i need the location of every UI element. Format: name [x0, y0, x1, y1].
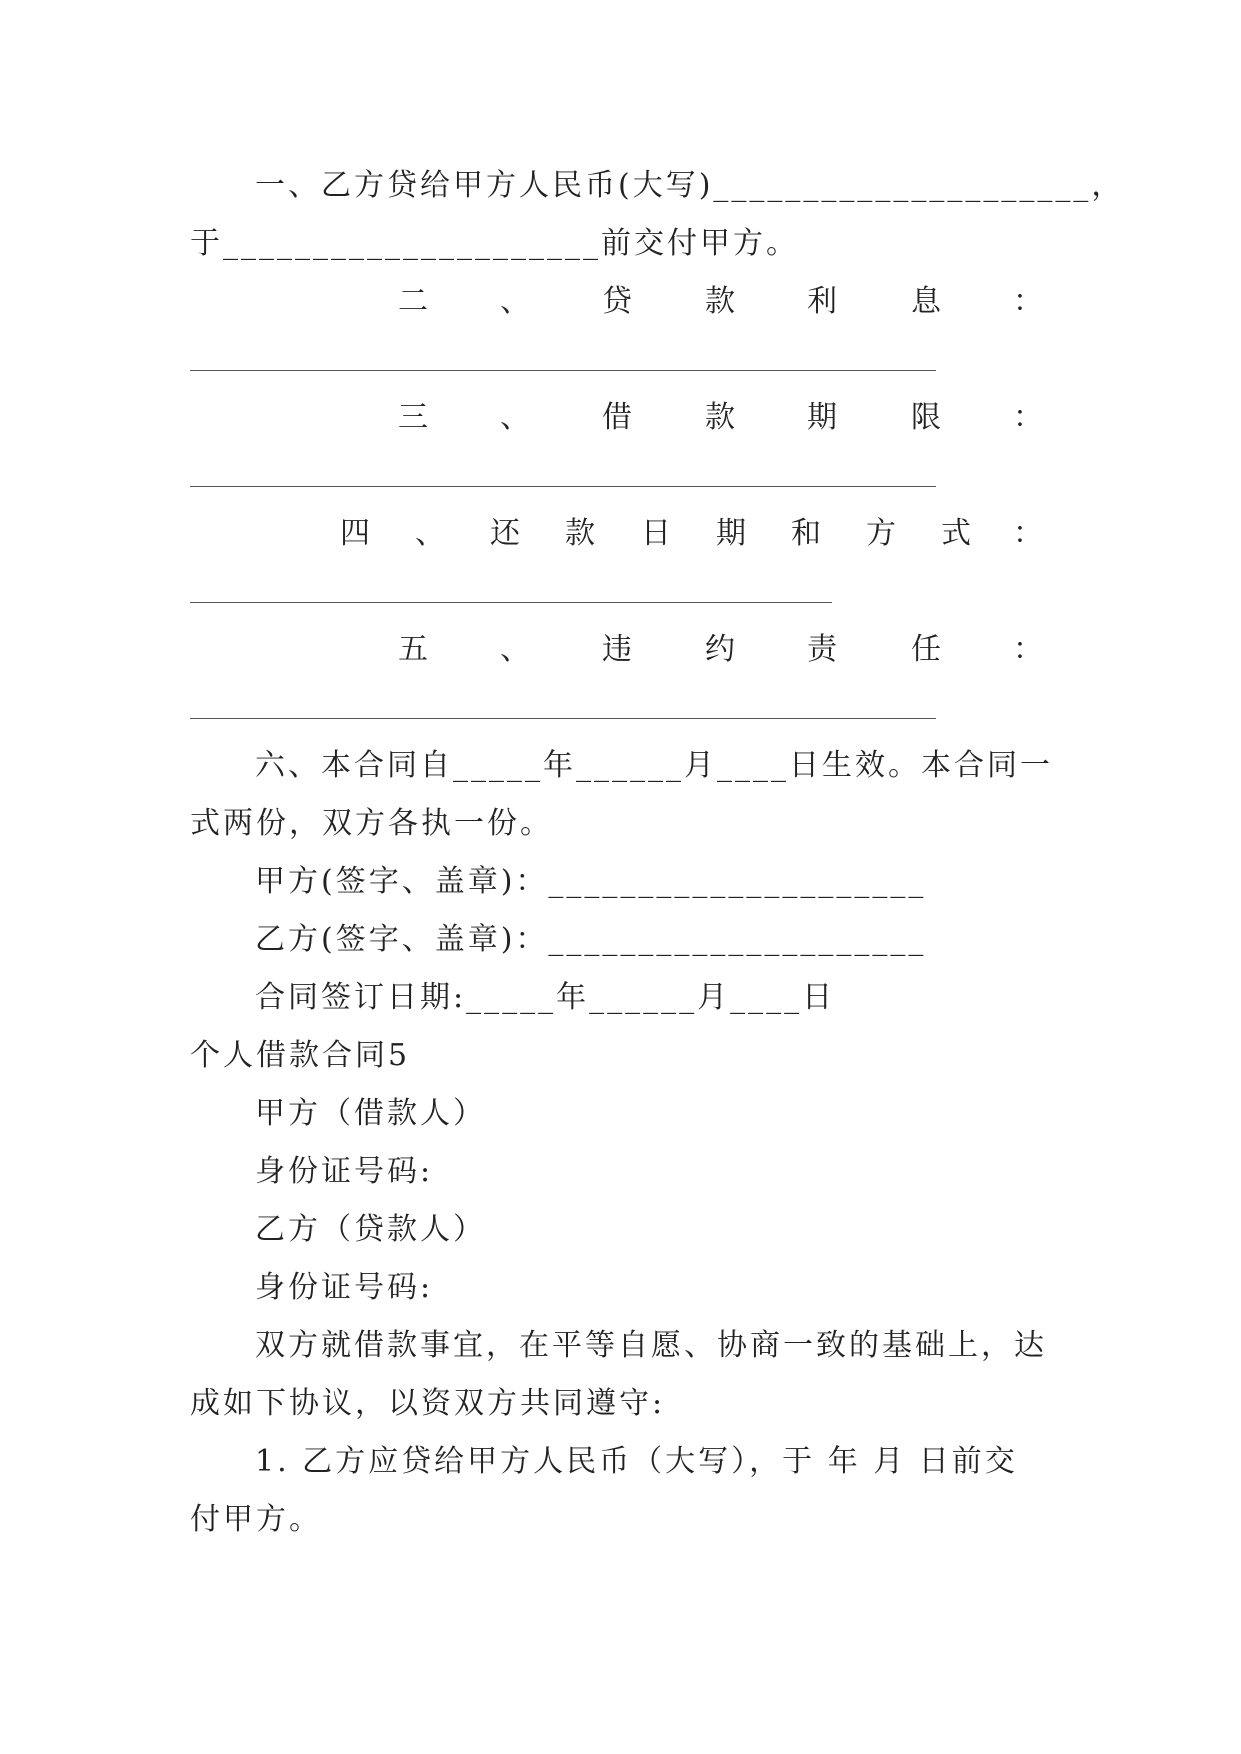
clause4-char: 期 [716, 516, 746, 551]
clause2-blank-line [190, 370, 936, 371]
clause2-char: 二 [398, 284, 428, 319]
item1-line1: 1. 乙方应贷给甲方人民币（大写），于 年 月 日前交 [255, 1444, 1018, 1479]
clause4-char: 和 [791, 516, 821, 551]
clause4-char: 四 [340, 516, 370, 551]
clause3-char: 期 [807, 400, 837, 435]
sign-date: 合同签订日期:_____年______月____日 [255, 980, 836, 1015]
clause2-char: 、 [500, 284, 530, 319]
clause5-char: 五 [398, 632, 428, 667]
clause3-char: 借 [602, 400, 632, 435]
item1-line2: 付甲方。 [190, 1502, 322, 1537]
clause1-line2: 于_____________________前交付甲方。 [190, 226, 799, 261]
clause4-char: 、 [415, 516, 445, 551]
party-a-label: 甲方（借款人） [255, 1096, 486, 1131]
party-a-id: 身份证号码: [255, 1154, 434, 1189]
clause3-blank-line [190, 486, 936, 487]
party-b-label: 乙方（贷款人） [255, 1212, 486, 1247]
clause2-char: 款 [705, 284, 735, 319]
intro-line1: 双方就借款事宜，在平等自愿、协商一致的基础上，达 [255, 1328, 1047, 1363]
clause5-char: 违 [602, 632, 632, 667]
clause3-char: 款 [705, 400, 735, 435]
intro-line2: 成如下协议，以资双方共同遵守: [190, 1386, 666, 1421]
clause2-char: 贷 [602, 284, 632, 319]
party-a-signature: 甲方(签字、盖章)：_____________________ [255, 864, 927, 899]
clause3-char: ： [1013, 400, 1043, 435]
clause3-char: 限 [911, 400, 941, 435]
clause1-line1: 一、乙方贷给甲方人民币(大写)_____________________， [255, 168, 1125, 203]
clause2-char: 利 [807, 284, 837, 319]
clause6-line2: 式两份，双方各执一份。 [190, 806, 553, 841]
clause4-blank-line [190, 602, 832, 603]
clause4-char: ： [1013, 516, 1043, 551]
clause4-char: 式 [941, 516, 971, 551]
clause5-char: 任 [911, 632, 941, 667]
contract-title: 个人借款合同5 [190, 1038, 411, 1073]
clause4-char: 日 [641, 516, 671, 551]
clause5-char: 约 [705, 632, 735, 667]
party-b-id: 身份证号码: [255, 1270, 434, 1305]
clause2-char: ： [1013, 284, 1043, 319]
clause4-char: 方 [866, 516, 896, 551]
clause2-char: 息 [911, 284, 941, 319]
party-b-signature: 乙方(签字、盖章)：_____________________ [255, 922, 927, 957]
clause5-blank-line [190, 718, 936, 719]
clause3-char: 、 [500, 400, 530, 435]
clause3-char: 三 [398, 400, 428, 435]
clause4-char: 款 [565, 516, 595, 551]
clause5-char: 、 [500, 632, 530, 667]
clause5-char: ： [1013, 632, 1043, 667]
clause5-char: 责 [807, 632, 837, 667]
clause4-char: 还 [490, 516, 520, 551]
clause6-line1: 六、本合同自_____年______月____日生效。本合同一 [255, 748, 1053, 783]
